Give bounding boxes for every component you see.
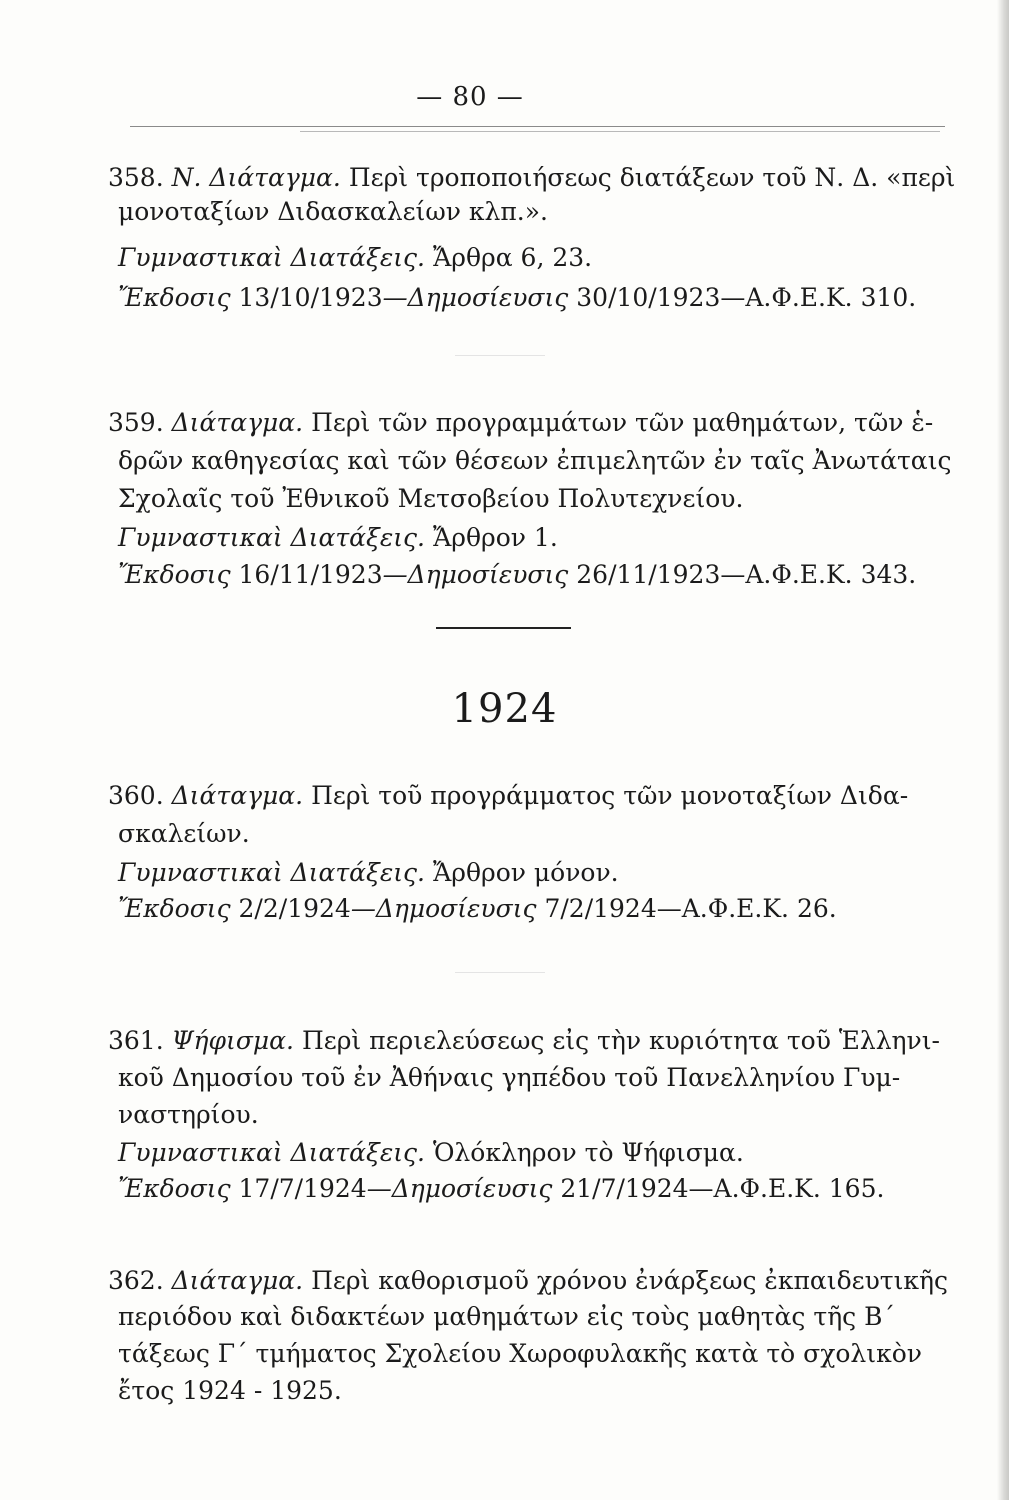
- entry-text: Σχολαῖς τοῦ Ἐθνικοῦ Μετσοβείου Πολυτεχνείου.: [118, 484, 744, 513]
- entry-number: 360.: [108, 781, 164, 810]
- dimosieusis-label: —Δημοσίευσις: [366, 1174, 553, 1203]
- entry-360-line-1: [108, 783, 908, 808]
- dimosieusis-text: 7/2/1924—Α.Φ.Ε.Κ. 26.: [544, 894, 837, 923]
- entry-title: Διάταγμα.: [171, 1266, 304, 1295]
- entry-362-line-1: [108, 1268, 948, 1293]
- entry-separator: [455, 972, 545, 973]
- gym-text: Ἄρθρον μόνον.: [432, 858, 619, 887]
- entry-359-line-1: [108, 410, 933, 435]
- entry-text: Περὶ τροποποιήσεως διατάξεων τοῦ Ν. Δ. «περὶ: [348, 163, 956, 192]
- gym-label: Γυμναστικαὶ Διατάξεις.: [118, 523, 425, 552]
- ekdosis-label: Ἔκδοσις: [118, 560, 231, 589]
- ekdosis-date: 13/10/1923: [238, 283, 383, 312]
- entry-number: 362.: [108, 1266, 164, 1295]
- gym-text: Ἄρθρα 6, 23.: [432, 243, 593, 272]
- entry-text: σκαλείων.: [118, 819, 250, 848]
- ekdosis-date: 17/7/1924: [238, 1174, 367, 1203]
- dimosieusis-label: —Δημοσίευσις: [382, 560, 569, 589]
- entry-360-ekd-line: [118, 896, 837, 921]
- entry-text: δρῶν καθηγεσίας καὶ τῶν θέσεων ἐπιμελητῶν ἐν ταῖς Ἀνωτάταις: [118, 446, 952, 475]
- entry-358-ekd-line: [118, 285, 916, 310]
- year-heading: 1924: [451, 686, 558, 732]
- page-number: — 80 —: [416, 82, 524, 112]
- entry-text: Περὶ καθορισμοῦ χρόνου ἐνάρξεως ἐκπαιδευτικῆς: [311, 1266, 949, 1295]
- entry-text: Περὶ περιελεύσεως εἰς τὴν κυριότητα τοῦ Ἑλληνι-: [301, 1026, 940, 1055]
- entry-360-gym-line: [118, 860, 619, 885]
- entry-number: 361.: [108, 1026, 164, 1055]
- ekdosis-label: Ἔκδοσις: [118, 283, 231, 312]
- dimosieusis-text: 26/11/1923—Α.Φ.Ε.Κ. 343.: [576, 560, 917, 589]
- entry-text: ἔτος 1924 - 1925.: [118, 1376, 342, 1405]
- entry-359-ekd-line: [118, 562, 916, 587]
- ekdosis-label: Ἔκδοσις: [118, 894, 231, 923]
- year-separator-rule: [436, 627, 571, 629]
- dimosieusis-text: 30/10/1923—Α.Φ.Ε.Κ. 310.: [576, 283, 917, 312]
- header-rule-secondary: [300, 131, 940, 132]
- entry-text: κοῦ Δημοσίου τοῦ ἐν Ἀθήναις γηπέδου τοῦ Πανελληνίου Γυμ-: [118, 1063, 901, 1092]
- entry-number: 358.: [108, 163, 164, 192]
- entry-358-gym-line: [118, 245, 592, 270]
- dimosieusis-label: —Δημοσίευσις: [382, 283, 569, 312]
- gym-label: Γυμναστικαὶ Διατάξεις.: [118, 858, 425, 887]
- dimosieusis-label: —Δημοσίευσις: [350, 894, 537, 923]
- entry-361-gym-line: [118, 1140, 744, 1165]
- entry-separator: [455, 355, 545, 356]
- entry-title: Διάταγμα.: [171, 408, 304, 437]
- entry-text: Περὶ τοῦ προγράμματος τῶν μονοταξίων Διδα-: [311, 781, 909, 810]
- header-rule: [130, 126, 945, 127]
- entry-number: 359.: [108, 408, 164, 437]
- entry-text: ναστηρίου.: [118, 1100, 259, 1129]
- ekdosis-date: 2/2/1924: [238, 894, 351, 923]
- gym-label: Γυμναστικαὶ Διατάξεις.: [118, 1138, 425, 1167]
- gym-label: Γυμναστικαὶ Διατάξεις.: [118, 243, 425, 272]
- entry-361-line-1: [108, 1028, 940, 1053]
- ekdosis-label: Ἔκδοσις: [118, 1174, 231, 1203]
- ekdosis-date: 16/11/1923: [238, 560, 383, 589]
- page-edge-shadow: [997, 0, 1009, 1500]
- entry-text: τάξεως Γ´ τμήματος Σχολείου Χωροφυλακῆς κατὰ τὸ σχολικὸν: [118, 1339, 922, 1368]
- entry-text: περιόδου καὶ διδακτέων μαθημάτων εἰς τοὺς μαθητὰς τῆς Β´: [118, 1302, 895, 1331]
- entry-title: Ψήφισμα.: [171, 1026, 294, 1055]
- entry-text: μονοταξίων Διδασκαλείων κλπ.».: [118, 197, 548, 226]
- entry-title: Διάταγμα.: [171, 781, 304, 810]
- entry-361-ekd-line: [118, 1176, 884, 1201]
- entry-title: Ν. Διάταγμα.: [171, 163, 341, 192]
- entry-359-gym-line: [118, 525, 558, 550]
- dimosieusis-text: 21/7/1924—Α.Φ.Ε.Κ. 165.: [560, 1174, 885, 1203]
- gym-text: Ὁλόκληρον τὸ Ψήφισμα.: [432, 1138, 744, 1167]
- entry-text: Περὶ τῶν προγραμμάτων τῶν μαθημάτων, τῶν ἑ-: [311, 408, 934, 437]
- entry-358-line-1: [108, 165, 955, 190]
- gym-text: Ἄρθρον 1.: [432, 523, 558, 552]
